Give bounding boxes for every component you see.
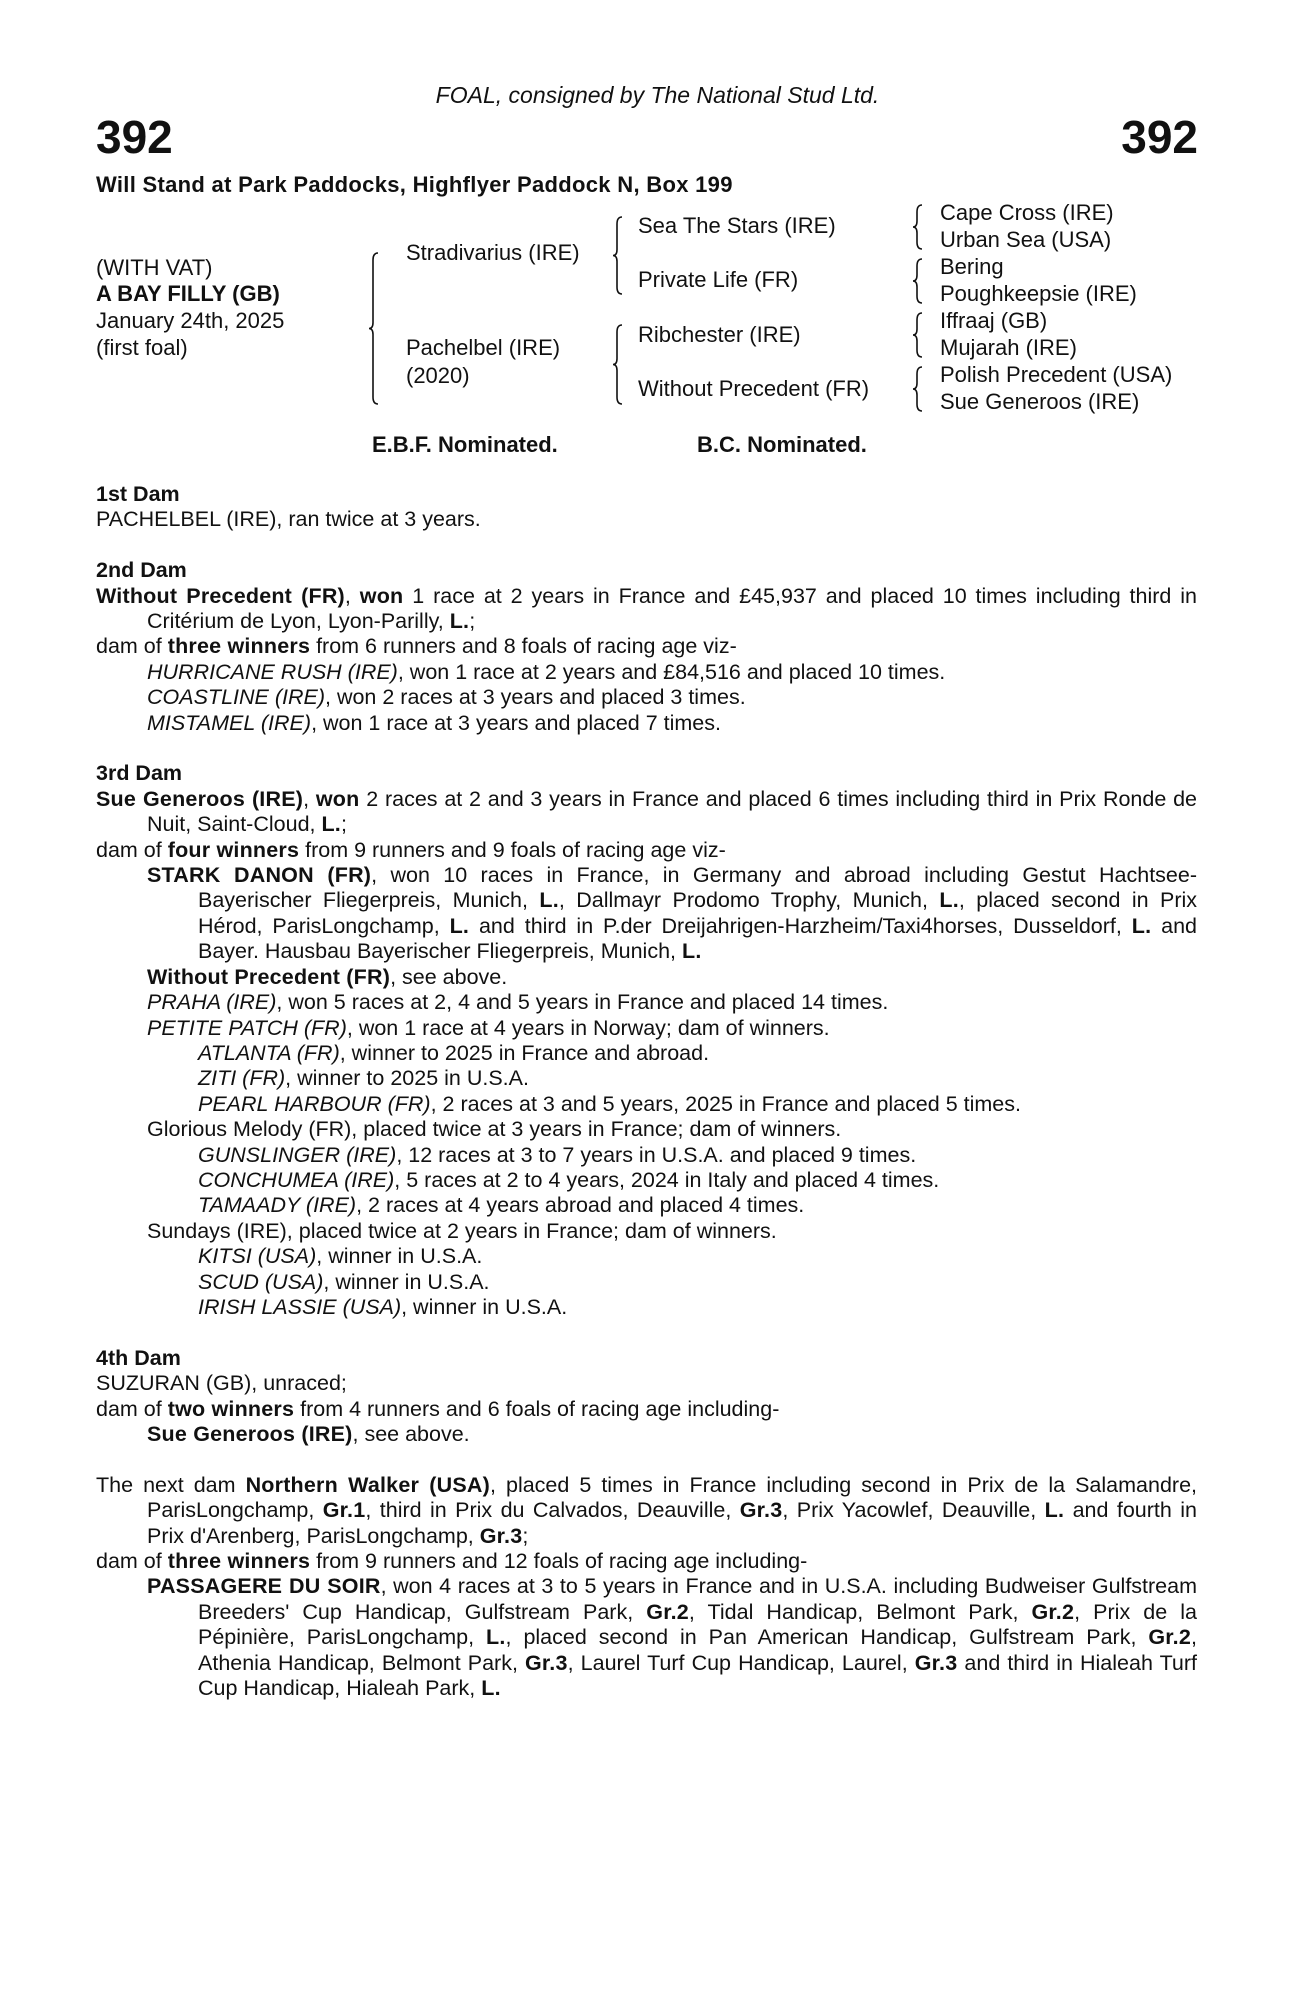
produce-record: [96, 1117, 1197, 1142]
lot-number-right: 392: [1121, 111, 1198, 163]
dam-section: [96, 1346, 1197, 1448]
gen3-ancestor: Urban Sea (USA): [940, 227, 1112, 252]
gen3-ancestor: Iffraaj (GB): [940, 308, 1048, 333]
text: , won 2 races at 3 years and placed 3 times.: [325, 685, 746, 710]
italic-text: IRISH LASSIE (USA): [198, 1294, 402, 1319]
produce-record: [96, 965, 1197, 990]
text: , 2 races at 4 years abroad and placed 4 times.: [356, 1193, 805, 1218]
text: , 5 races at 2 to 4 years, 2024 in Italy and placed 4 times.: [394, 1167, 940, 1192]
text: , placed 5 times in France including second in Prix de la Salamandre, ParisLongchamp,: [147, 1472, 1197, 1523]
text: from 4 runners and 6 foals of racing age including-: [294, 1396, 780, 1421]
produce-record: [96, 863, 1197, 965]
catalogue-body: [96, 482, 1197, 1727]
bold-text: Gr.2: [646, 1599, 689, 1624]
produce-record: [96, 1219, 1197, 1244]
text: , Prix Yacowlef, Deauville,: [782, 1498, 1045, 1523]
bold-text: L.: [939, 888, 959, 913]
foal-note: (first foal): [96, 335, 188, 360]
sire-sire: Sea The Stars (IRE): [638, 213, 836, 238]
bold-text: four winners: [167, 837, 300, 862]
produce-record: [96, 1092, 1197, 1117]
italic-text: CONCHUMEA (IRE): [198, 1167, 395, 1192]
dam-dam: Without Precedent (FR): [638, 376, 870, 401]
bold-text: won: [359, 583, 404, 608]
italic-text: ATLANTA (FR): [198, 1040, 340, 1065]
bold-text: Gr.2: [1148, 1625, 1192, 1650]
text: ;: [469, 609, 476, 634]
produce-record: [96, 1270, 1197, 1295]
text: dam of: [96, 1549, 168, 1573]
produce-record: [96, 584, 1197, 635]
text: dam of: [96, 634, 168, 659]
section-heading: 4th Dam: [96, 1345, 181, 1370]
produce-record: [96, 1244, 1197, 1269]
bold-text: Gr.3: [479, 1523, 523, 1548]
gen3-ancestor: Mujarah (IRE): [940, 335, 1077, 360]
text: , Prix de la Pépinière, ParisLongchamp,: [198, 1599, 1197, 1650]
sire-dam: Private Life (FR): [638, 267, 799, 292]
produce-record: [96, 1371, 1197, 1396]
text: , won 1 race at 2 years and £84,516 and placed 10 times.: [397, 659, 946, 684]
produce-record: [96, 1549, 1197, 1574]
section-heading: 1st Dam: [96, 482, 180, 506]
produce-record: [96, 685, 1197, 710]
bold-text: three winners: [167, 1549, 311, 1573]
bold-text: won: [315, 786, 360, 811]
italic-text: PETITE PATCH (FR): [147, 1015, 347, 1040]
text: Glorious Melody (FR), placed twice at 3 years in France; dam of winners.: [147, 1117, 842, 1142]
bc-nomination: B.C. Nominated.: [697, 432, 867, 457]
bold-text: Without Precedent (FR): [147, 964, 391, 989]
pedigree-brace: [912, 312, 926, 358]
text: , placed second in Pan American Handicap, Gulfstream Park,: [505, 1625, 1149, 1650]
text: PACHELBEL (IRE), ran twice at 3 years.: [96, 507, 481, 532]
bold-text: STARK DANON (FR): [147, 863, 372, 888]
text: and third in P.der Dreijahrigen-Harzheim/Taxi4horses, Dusseldorf,: [469, 913, 1132, 938]
text: , winner in U.S.A.: [316, 1244, 483, 1269]
text: The next dam: [96, 1472, 246, 1497]
dam-sire: Ribchester (IRE): [638, 322, 801, 347]
gen3-ancestor: Bering: [940, 254, 1004, 279]
pedigree-brace: [912, 366, 926, 412]
text: , won 4 races at 3 to 5 years in France and in U.S.A. including Budweiser Gulfstream Breeders' Cup Handicap, Gulfstream Park,: [198, 1574, 1197, 1624]
bold-text: Northern Walker (USA): [245, 1472, 490, 1497]
dam-name: Pachelbel (IRE): [406, 335, 561, 360]
bold-text: L.: [449, 913, 470, 938]
text: , Dallmayr Prodomo Trophy, Munich,: [558, 888, 940, 913]
text: , won 5 races at 2, 4 and 5 years in France and placed 14 times.: [276, 990, 889, 1015]
text: , winner in U.S.A.: [323, 1269, 490, 1294]
italic-text: KITSI (USA): [198, 1244, 317, 1269]
pedigree-brace: [612, 216, 626, 295]
lot-name: A BAY FILLY (GB): [96, 281, 280, 306]
text: Sundays (IRE), placed twice at 2 years in France; dam of winners.: [147, 1218, 777, 1243]
bold-text: L.: [321, 812, 341, 837]
dam-section: [96, 1473, 1197, 1702]
consignor-line: FOAL, consigned by The National Stud Ltd.: [435, 82, 880, 108]
text: , winner in U.S.A.: [401, 1294, 568, 1319]
produce-record: [96, 787, 1197, 838]
pedigree-brace: [612, 324, 626, 405]
bold-text: L.: [1131, 913, 1152, 938]
produce-record: [96, 1295, 1197, 1320]
produce-record: [96, 711, 1197, 736]
text: , see above.: [352, 1421, 470, 1446]
text: , won 10 races in France, in Germany and abroad including Gestut Hachtsee-Bayerischer Fliegerpreis, Munich,: [198, 863, 1197, 913]
produce-record: [96, 1574, 1197, 1701]
produce-record: [96, 1168, 1197, 1193]
pedigree-brace: [912, 204, 926, 250]
text: and fourth in Prix d'Arenberg, ParisLongchamp,: [147, 1498, 1197, 1548]
gen3-ancestor: Poughkeepsie (IRE): [940, 281, 1137, 306]
produce-record: [96, 1143, 1197, 1168]
text: , Tidal Handicap, Belmont Park,: [688, 1599, 1032, 1624]
italic-text: COASTLINE (IRE): [147, 685, 325, 710]
lot-number-left: 392: [96, 111, 173, 163]
text: , winner to 2025 in France and abroad.: [339, 1040, 710, 1065]
produce-record: [96, 1016, 1197, 1041]
bold-text: L.: [481, 1676, 501, 1701]
produce-record: [96, 838, 1197, 863]
italic-text: GUNSLINGER (IRE): [198, 1142, 397, 1167]
text: dam of: [96, 1396, 168, 1421]
italic-text: HURRICANE RUSH (IRE): [147, 659, 398, 684]
bold-text: two winners: [167, 1396, 295, 1421]
section-heading: 2nd Dam: [96, 558, 187, 583]
text: and Bayer. Hausbau Bayerischer Fliegerpreis, Munich,: [198, 913, 1197, 964]
produce-record: [96, 507, 1197, 532]
bold-text: L.: [539, 888, 559, 913]
gen3-ancestor: Cape Cross (IRE): [940, 200, 1114, 225]
bold-text: L.: [1044, 1498, 1065, 1523]
bold-text: Without Precedent (FR): [96, 583, 345, 608]
vat-note: (WITH VAT): [96, 255, 213, 280]
italic-text: TAMAADY (IRE): [198, 1193, 357, 1218]
text: , won 1 race at 3 years and placed 7 times.: [311, 710, 721, 735]
italic-text: SCUD (USA): [198, 1269, 324, 1294]
text: SUZURAN (GB), unraced;: [96, 1371, 347, 1396]
italic-text: PRAHA (IRE): [147, 990, 277, 1015]
text: , Laurel Turf Cup Handicap, Laurel,: [567, 1650, 915, 1675]
text: ,: [303, 786, 316, 811]
bold-text: three winners: [167, 634, 311, 659]
text: , see above.: [390, 964, 508, 989]
text: , winner to 2025 in U.S.A.: [285, 1066, 529, 1091]
bold-text: Gr.3: [914, 1650, 958, 1675]
produce-record: [96, 990, 1197, 1015]
foaling-date: January 24th, 2025: [96, 308, 285, 333]
dam-section: [96, 761, 1197, 1320]
text: 1 race at 2 years in France and £45,937 and placed 10 times including third in Critérium de Lyon, Lyon-Parilly,: [147, 583, 1197, 634]
gen3-ancestor: Polish Precedent (USA): [940, 362, 1173, 387]
italic-text: PEARL HARBOUR (FR): [198, 1091, 431, 1116]
produce-record: [96, 634, 1197, 659]
bold-text: L.: [681, 939, 702, 964]
pedigree-brace: [912, 258, 926, 304]
produce-record: [96, 1193, 1197, 1218]
text: , third in Prix du Calvados, Deauville,: [365, 1498, 740, 1523]
text: and third in Hialeah Turf Cup Handicap, Hialeah Park,: [198, 1650, 1197, 1701]
italic-text: ZITI (FR): [198, 1066, 286, 1091]
text: , Athenia Handicap, Belmont Park,: [198, 1625, 1197, 1675]
dam-year: (2020): [406, 363, 470, 388]
bold-text: L.: [486, 1625, 506, 1650]
text: , placed second in Prix Hérod, ParisLongchamp,: [198, 888, 1198, 938]
text: from 6 runners and 8 foals of racing age viz-: [310, 634, 737, 659]
text: from 9 runners and 12 foals of racing age including-: [310, 1549, 808, 1573]
produce-record: [96, 660, 1197, 685]
bold-text: Sue Generoos (IRE): [96, 786, 304, 811]
bold-text: Gr.1: [322, 1498, 366, 1523]
produce-record: [96, 1422, 1197, 1447]
text: ,: [344, 583, 360, 608]
pedigree-brace: [368, 252, 382, 405]
text: , 2 races at 3 and 5 years, 2025 in France and placed 5 times.: [430, 1091, 1021, 1116]
bold-text: Gr.2: [1031, 1599, 1075, 1624]
stabling-location: Will Stand at Park Paddocks, Highflyer Paddock N, Box 199: [96, 172, 733, 197]
text: dam of: [96, 837, 168, 862]
produce-record: [96, 1041, 1197, 1066]
ebf-nomination: E.B.F. Nominated.: [372, 432, 558, 457]
dam-section: [96, 482, 1197, 533]
section-heading: 3rd Dam: [96, 761, 183, 786]
text: 2 races at 2 and 3 years in France and placed 6 times including third in Prix Ronde de Nuit, Saint-Cloud,: [147, 786, 1197, 837]
bold-text: Gr.3: [739, 1498, 783, 1523]
italic-text: MISTAMEL (IRE): [147, 710, 312, 735]
dam-section: [96, 558, 1197, 736]
produce-record: [96, 1397, 1197, 1422]
text: , 12 races at 3 to 7 years in U.S.A. and placed 9 times.: [396, 1142, 917, 1167]
bold-text: Gr.3: [525, 1650, 568, 1675]
text: ;: [522, 1523, 529, 1548]
text: , won 1 race at 4 years in Norway; dam of winners.: [346, 1015, 830, 1040]
text: ;: [340, 812, 347, 837]
bold-text: PASSAGERE DU SOIR: [147, 1574, 381, 1599]
text: from 9 runners and 9 foals of racing age viz-: [299, 837, 726, 862]
produce-record: [96, 1066, 1197, 1091]
produce-record: [96, 1473, 1197, 1549]
bold-text: Sue Generoos (IRE): [147, 1421, 353, 1446]
sire-name: Stradivarius (IRE): [406, 240, 580, 265]
gen3-ancestor: Sue Generoos (IRE): [940, 389, 1140, 414]
bold-text: L.: [449, 609, 470, 634]
